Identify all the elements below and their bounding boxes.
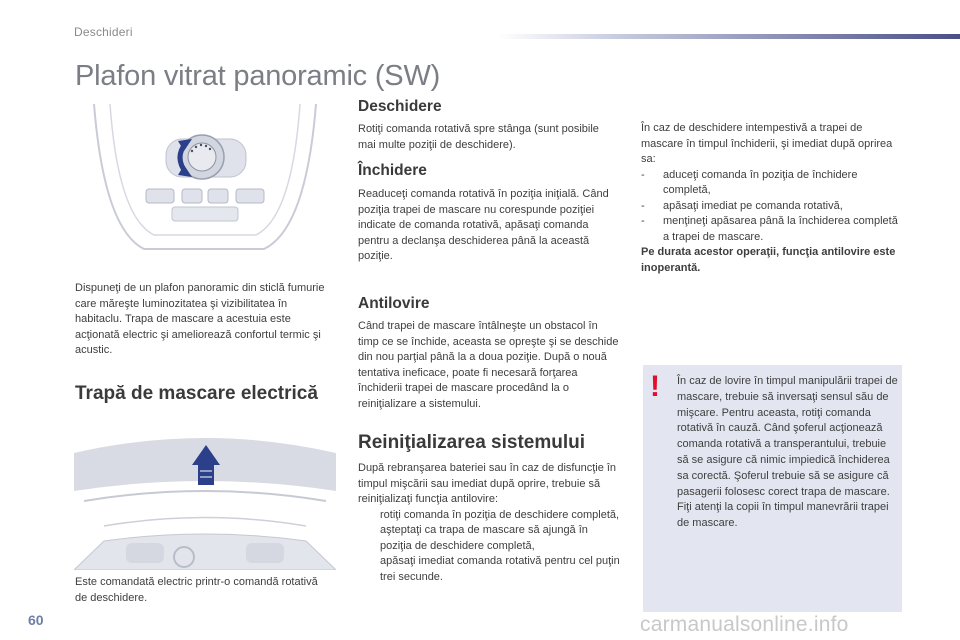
section-label: Deschideri	[74, 25, 133, 39]
untimely-note: Pe durata acestor operaţii, funcţia antilovire este inoperantă.	[641, 246, 896, 274]
intro-paragraph: Dispuneţi de un plafon panoramic din sticlă fumurie care măreşte luminozitatea şi vizibilitatea în habitaclu. Trapa de mascare a acestuia este acţionată electric şi ameliorează confortul termic şi acustic.	[75, 282, 325, 356]
reset-heading: Reiniţializarea sistemului	[358, 432, 586, 453]
reset-section	[358, 461, 620, 585]
closing-heading: Închidere	[358, 162, 427, 179]
reset-step-2: aşteptaţi ca trapa de mascare să ajungă în poziţia de deschidere completă,	[380, 524, 588, 552]
panoramic-roof-illustration	[74, 431, 336, 570]
untimely-intro: În caz de deschidere intempestivă a trapei de mascare în timpul închiderii, şi imediat după oprirea sa:	[641, 122, 893, 165]
panoramic-roof-drawing	[74, 431, 336, 570]
untimely-step-1: - aduceţi comanda în poziţia de închidere completă,	[641, 168, 858, 196]
warning-exclamation-icon: !	[650, 370, 660, 403]
electric-blind-heading: Trapă de mascare electrică	[75, 383, 318, 404]
anti-pinch-text: Când trapei de mascare întâlneşte un obstacol în timp ce se închide, aceasta se opreşte şi se deschide din nou parţial până la a doua poziţie. După o nouă tentativa ineficace, poate fi necesară forţarea închiderii trapei de mascare procedând la o reiniţializare a sistemului.	[358, 320, 619, 410]
warning-text: În caz de lovire în timpul manipulării trapei de mascare, trebuie să inversaţi sensul său de mişcare. Pentru aceasta, rotiţi comanda rotativă în cauză. Când şoferul acţionează comanda rotativă a transperantului, trebuie să se asigure că nimic impiedică închiderea sa corectă. Şoferul trebuie să se asigure că pasagerii folosesc corect trapa de mascare. Fiţi atenţi la copii în timpul manevrării trapei de mascare.	[677, 375, 898, 530]
page-title: Plafon vitrat panoramic (SW)	[75, 60, 441, 92]
reset-intro: După rebranşarea bateriei sau în caz de disfuncţie în timpul mişcării sau imediat după oprire, trebuie să reiniţializaţi funcţia antilovire:	[358, 462, 617, 505]
untimely-step-3: - menţineţi apăsarea până la închiderea completă a trapei de mascare.	[641, 215, 898, 243]
anti-pinch-heading: Antilovire	[358, 295, 430, 312]
page-number: 60	[28, 612, 44, 628]
header-gradient-bar	[498, 34, 960, 39]
untimely-step-2: - apăsaţi imediat pe comanda rotativă,	[641, 199, 843, 212]
watermark: carmanualsonline.info	[640, 613, 849, 636]
closing-text: Readuceţi comanda rotativă în poziţia iniţială. Când poziţia trapei de mascare nu corespunde poziţiei indicate de comanda rotativă, apăsaţi comanda pentru a declanşa deschiderea până la această poziţie.	[358, 188, 609, 262]
opening-heading: Deschidere	[358, 98, 442, 115]
untimely-opening-section	[641, 121, 906, 276]
roof-console-drawing	[74, 99, 336, 264]
reset-step-1: rotiţi comanda în poziţia de deschidere completă,	[380, 508, 620, 521]
opening-text: Rotiţi comanda rotativă spre stânga (sunt posibile mai multe poziţii de deschidere).	[358, 123, 599, 151]
roof-console-illustration	[74, 99, 336, 264]
reset-step-3: apăsaţi imediat comanda rotativă pentru cel puţin trei secunde.	[380, 555, 620, 583]
electric-blind-caption: Este comandată electric printr-o comandă rotativă de deschidere.	[75, 576, 318, 604]
